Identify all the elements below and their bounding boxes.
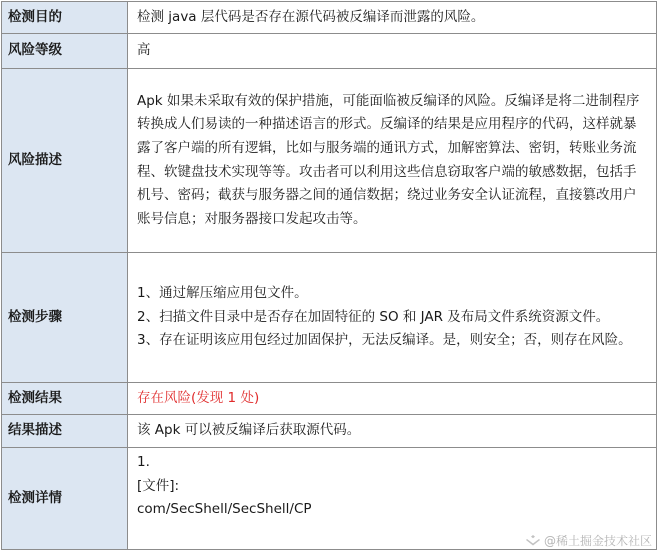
steps-value <box>128 253 657 383</box>
row-purpose <box>2 2 657 34</box>
purpose-label: 检测目的 <box>2 2 128 34</box>
result-description-value: 该 Apk 可以被反编译后获取源代码。 <box>128 415 657 448</box>
row-risk-level <box>2 34 657 69</box>
row-result-description <box>2 415 657 448</box>
steps-label: 检测步骤 <box>2 253 128 383</box>
risk-level-label: 风险等级 <box>2 34 128 69</box>
details-line-2: [文件]: <box>137 477 180 494</box>
details-label: 检测详情 <box>2 448 128 550</box>
watermark-text: @稀土掘金技术社区 <box>543 534 652 548</box>
step-1: 1、通过解压缩应用包文件。 <box>137 285 308 302</box>
step-3: 3、存在证明该应用包经过加固保护，无法反编译。是，则安全；否，则存在风险。 <box>137 332 632 349</box>
watermark <box>526 532 652 549</box>
details-line-1: 1. <box>137 454 150 470</box>
result-label: 检测结果 <box>2 383 128 415</box>
row-steps <box>2 253 657 383</box>
purpose-value: 检测 java 层代码是否存在源代码被反编译而泄露的风险。 <box>128 2 657 34</box>
details-line-3: com/SecShell/SecShell/CP <box>137 501 312 518</box>
risk-description-value: Apk 如果未采取有效的保护措施，可能面临被反编译的风险。反编译是将二进制程序转换成人们易读的一种描述语言的形式。反编译的结果是应用程序的代码，这样就暴露了客户端的所有逻辑，比如与服务端的通讯方式，加解密算法、密钥，转账业务流程、软键盘技术实现等等。攻击者可以利用这些信息窃取客户端的敏感数据，包括手机号、密码；截获与服务器之间的通信数据；绕过业务安全认证流程，直接篡改用户账号信息；对服务器接口发起攻击等。 <box>128 69 657 253</box>
risk-level-value: 高 <box>128 34 657 69</box>
row-risk-description <box>2 69 657 253</box>
result-value: 存在风险(发现 1 处) <box>128 383 657 415</box>
result-description-label: 结果描述 <box>2 415 128 448</box>
step-2: 2、扫描文件目录中是否存在加固特征的 SO 和 JAR 及布局文件系统资源文件。 <box>137 308 610 325</box>
security-report-table <box>1 1 657 550</box>
risk-description-label: 风险描述 <box>2 69 128 253</box>
row-result <box>2 383 657 415</box>
juejin-logo-icon <box>526 535 540 547</box>
